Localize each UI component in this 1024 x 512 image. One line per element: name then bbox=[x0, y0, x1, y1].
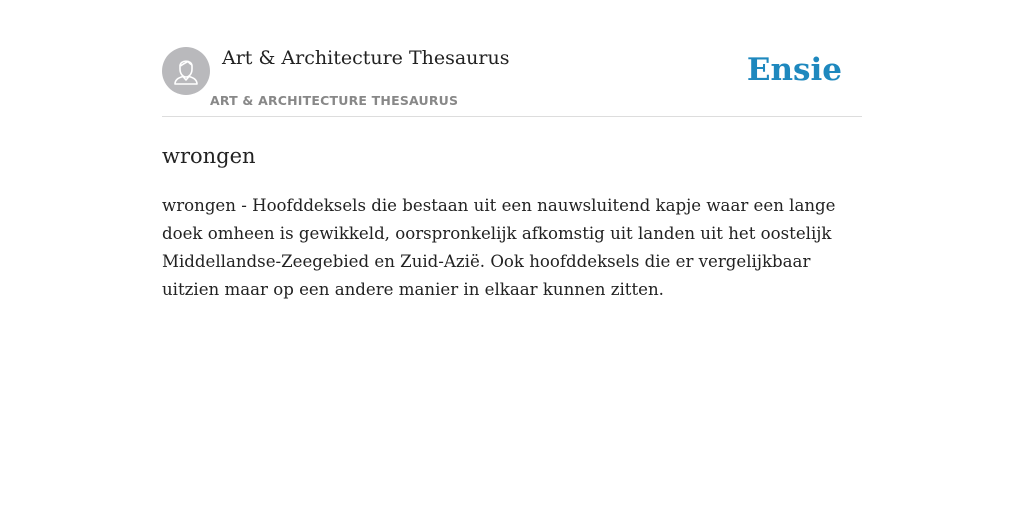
header bbox=[162, 0, 862, 117]
ensie-logo-link[interactable]: Ensie bbox=[746, 52, 842, 88]
entry-card bbox=[162, 0, 862, 304]
user-avatar-icon[interactable] bbox=[162, 47, 210, 95]
source-subtitle: ART & ARCHITECTURE THESAURUS bbox=[210, 93, 459, 108]
term-definition: wrongen - Hoofddeksels die bestaan uit een nauwsluitend kapje waar een lange doek omheen is gewikkeld, oorspronkelijk afkomstig uit landen uit het oostelijk Middellandse-Zeegebied en Zuid-Azië. Ook hoofddeksels die er vergelijkbaar uitzien maar op een andere manier in elkaar kunnen zitten. bbox=[162, 196, 836, 299]
term-title: wrongen bbox=[162, 144, 256, 168]
source-title-link[interactable]: Art & Architecture Thesaurus bbox=[222, 47, 510, 69]
